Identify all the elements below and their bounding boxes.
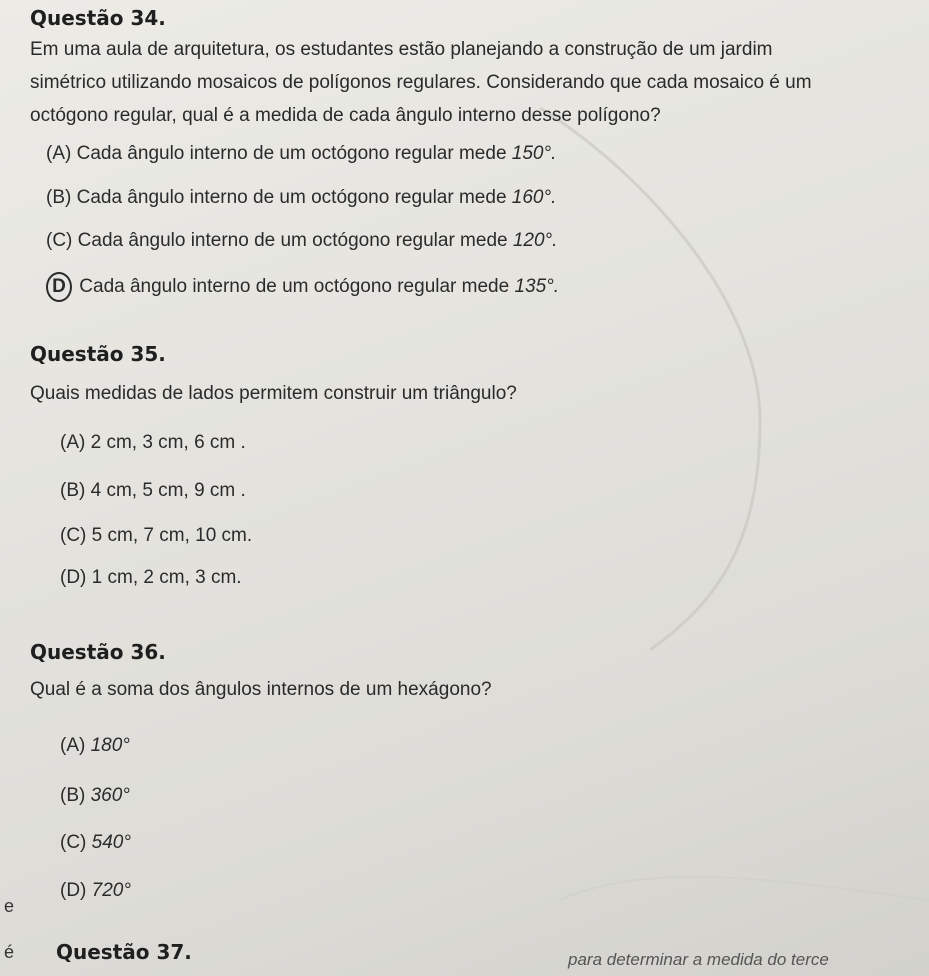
option-letter: (D) [60,567,87,588]
option-value: 135°. [514,276,560,297]
margin-mark-e-acute: é [4,942,15,962]
question-36-option-d[interactable] [60,880,131,902]
question-34-option-d-selected[interactable] [46,272,559,302]
question-34-title: Questão 34. [30,6,166,30]
question-37-title: Questão 37. [56,940,192,964]
option-letter: (D) [60,880,87,901]
option-text: Cada ângulo interno de um octógono regular mede [76,187,507,208]
option-value: 150°. [511,143,557,164]
option-text: 5 cm, 7 cm, 10 cm. [91,525,253,546]
question-35-option-d[interactable] [60,567,242,589]
margin-mark-e: e [4,896,15,916]
option-letter: (B) [60,480,86,501]
question-35-option-b[interactable] [60,480,246,502]
option-letter: (C) [60,832,87,853]
question-37-cut-off-text: para determinar a medida do terce [568,950,829,969]
option-text: Cada ângulo interno de um octógono regular mede [79,276,510,297]
option-value: 180° [90,735,130,756]
option-letter: (A) [46,143,72,164]
option-value: 360° [90,785,130,806]
option-letter: (B) [60,785,86,806]
question-34-option-b[interactable] [46,187,556,209]
option-letter: (A) [60,735,86,756]
option-letter-circled: D [46,272,72,302]
question-34-option-a[interactable] [46,143,556,165]
option-text: 1 cm, 2 cm, 3 cm. [91,567,242,588]
option-text: Cada ângulo interno de um octógono regular mede [76,143,507,164]
option-value: 540° [91,832,131,853]
option-value: 720° [91,880,131,901]
question-36-option-a[interactable] [60,735,130,757]
question-34-option-c[interactable] [46,230,557,252]
option-text: Cada ângulo interno de um octógono regular mede [77,230,508,251]
question-36-title: Questão 36. [30,640,166,664]
question-34-stem-line-1: Em uma aula de arquitetura, os estudantes estão planejando a construção de um jardim [30,39,773,60]
option-letter: (C) [60,525,87,546]
option-letter: (A) [60,432,86,453]
question-34-stem-line-2: simétrico utilizando mosaicos de polígonos regulares. Considerando que cada mosaico é um [30,72,812,93]
option-text: 4 cm, 5 cm, 9 cm . [90,480,246,501]
option-letter: (C) [46,230,73,251]
question-35-stem: Quais medidas de lados permitem construir um triângulo? [30,383,517,404]
question-35-option-c[interactable] [60,525,252,547]
question-34-stem-line-3: octógono regular, qual é a medida de cada ângulo interno desse polígono? [30,105,661,126]
option-value: 120°. [512,230,558,251]
option-text: 2 cm, 3 cm, 6 cm . [90,432,246,453]
question-36-stem: Qual é a soma dos ângulos internos de um hexágono? [30,679,492,700]
question-36-option-c[interactable] [60,832,131,854]
question-35-option-a[interactable] [60,432,246,454]
option-value: 160°. [511,187,557,208]
option-letter: (B) [46,187,72,208]
question-35-title: Questão 35. [30,342,166,366]
question-36-option-b[interactable] [60,785,130,807]
